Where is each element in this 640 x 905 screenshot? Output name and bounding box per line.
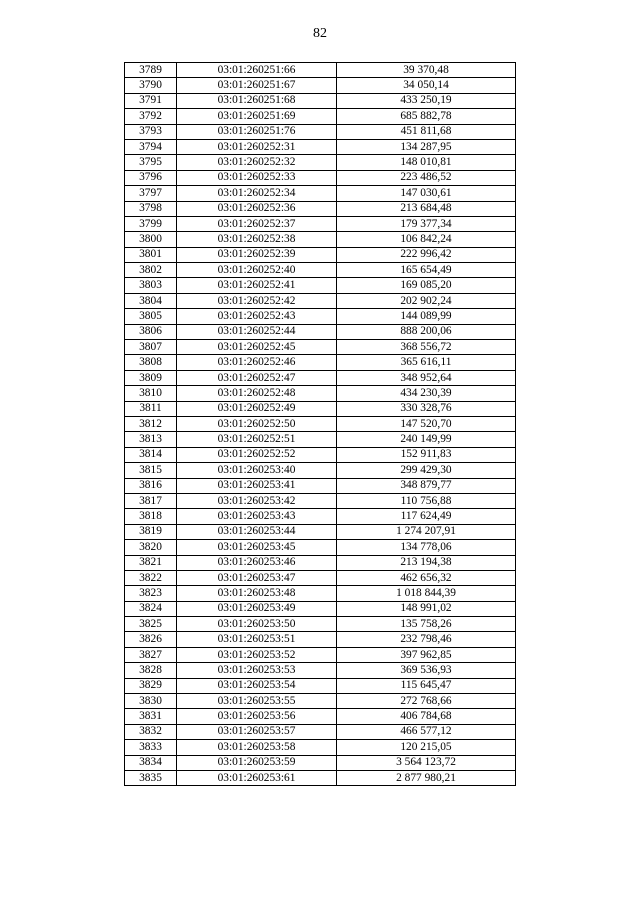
value-cell: 888 200,06 xyxy=(337,324,516,339)
row-number-cell: 3813 xyxy=(125,432,177,447)
table-row xyxy=(125,263,516,278)
table-row xyxy=(125,232,516,247)
value-cell: 179 377,34 xyxy=(337,216,516,231)
value-cell: 434 230,39 xyxy=(337,386,516,401)
cadastral-number-cell: 03:01:260253:48 xyxy=(177,586,337,601)
row-number-cell: 3817 xyxy=(125,493,177,508)
row-number-cell: 3833 xyxy=(125,740,177,755)
row-number-cell: 3807 xyxy=(125,340,177,355)
row-number-cell: 3827 xyxy=(125,647,177,662)
table-row xyxy=(125,694,516,709)
value-cell: 223 486,52 xyxy=(337,170,516,185)
table-row xyxy=(125,509,516,524)
row-number-cell: 3795 xyxy=(125,155,177,170)
cadastral-number-cell: 03:01:260253:44 xyxy=(177,524,337,539)
row-number-cell: 3832 xyxy=(125,724,177,739)
table-row xyxy=(125,109,516,124)
table-row xyxy=(125,340,516,355)
table-row xyxy=(125,170,516,185)
value-cell: 134 778,06 xyxy=(337,540,516,555)
cadastral-number-cell: 03:01:260253:58 xyxy=(177,740,337,755)
table-row xyxy=(125,647,516,662)
table-row xyxy=(125,724,516,739)
value-cell: 115 645,47 xyxy=(337,678,516,693)
value-cell: 2 877 980,21 xyxy=(337,770,516,785)
value-cell: 148 010,81 xyxy=(337,155,516,170)
cadastral-number-cell: 03:01:260253:61 xyxy=(177,770,337,785)
cadastral-number-cell: 03:01:260253:47 xyxy=(177,570,337,585)
table-row xyxy=(125,278,516,293)
table-row xyxy=(125,216,516,231)
table-row xyxy=(125,416,516,431)
cadastral-number-cell: 03:01:260252:45 xyxy=(177,340,337,355)
cadastral-number-cell: 03:01:260253:40 xyxy=(177,463,337,478)
value-cell: 3 564 123,72 xyxy=(337,755,516,770)
cadastral-number-cell: 03:01:260252:34 xyxy=(177,186,337,201)
cadastral-number-cell: 03:01:260251:66 xyxy=(177,63,337,78)
row-number-cell: 3793 xyxy=(125,124,177,139)
value-cell: 39 370,48 xyxy=(337,63,516,78)
row-number-cell: 3811 xyxy=(125,401,177,416)
row-number-cell: 3798 xyxy=(125,201,177,216)
value-cell: 365 616,11 xyxy=(337,355,516,370)
table-row xyxy=(125,570,516,585)
table-row xyxy=(125,617,516,632)
row-number-cell: 3804 xyxy=(125,293,177,308)
value-cell: 165 654,49 xyxy=(337,263,516,278)
cadastral-number-cell: 03:01:260252:49 xyxy=(177,401,337,416)
table-row xyxy=(125,355,516,370)
row-number-cell: 3790 xyxy=(125,78,177,93)
cadastral-number-cell: 03:01:260253:53 xyxy=(177,663,337,678)
row-number-cell: 3818 xyxy=(125,509,177,524)
value-cell: 213 684,48 xyxy=(337,201,516,216)
row-number-cell: 3789 xyxy=(125,63,177,78)
value-cell: 369 536,93 xyxy=(337,663,516,678)
value-cell: 1 274 207,91 xyxy=(337,524,516,539)
row-number-cell: 3820 xyxy=(125,540,177,555)
value-cell: 117 624,49 xyxy=(337,509,516,524)
table-row xyxy=(125,93,516,108)
row-number-cell: 3819 xyxy=(125,524,177,539)
row-number-cell: 3812 xyxy=(125,416,177,431)
row-number-cell: 3803 xyxy=(125,278,177,293)
cadastral-number-cell: 03:01:260252:52 xyxy=(177,447,337,462)
cadastral-number-cell: 03:01:260253:56 xyxy=(177,709,337,724)
value-cell: 106 842,24 xyxy=(337,232,516,247)
value-cell: 348 879,77 xyxy=(337,478,516,493)
row-number-cell: 3830 xyxy=(125,694,177,709)
row-number-cell: 3797 xyxy=(125,186,177,201)
value-cell: 222 996,42 xyxy=(337,247,516,262)
value-cell: 685 882,78 xyxy=(337,109,516,124)
cadastral-number-cell: 03:01:260252:33 xyxy=(177,170,337,185)
row-number-cell: 3814 xyxy=(125,447,177,462)
table-row xyxy=(125,770,516,785)
value-cell: 144 089,99 xyxy=(337,309,516,324)
cadastral-number-cell: 03:01:260253:49 xyxy=(177,601,337,616)
table-row xyxy=(125,524,516,539)
row-number-cell: 3799 xyxy=(125,216,177,231)
row-number-cell: 3815 xyxy=(125,463,177,478)
cadastral-number-cell: 03:01:260251:68 xyxy=(177,93,337,108)
cadastral-value-table xyxy=(124,62,516,786)
value-cell: 147 030,61 xyxy=(337,186,516,201)
value-cell: 120 215,05 xyxy=(337,740,516,755)
cadastral-number-cell: 03:01:260253:50 xyxy=(177,617,337,632)
value-cell: 1 018 844,39 xyxy=(337,586,516,601)
table-row xyxy=(125,386,516,401)
table-row xyxy=(125,155,516,170)
value-cell: 348 952,64 xyxy=(337,370,516,385)
row-number-cell: 3808 xyxy=(125,355,177,370)
table-row xyxy=(125,709,516,724)
value-cell: 213 194,38 xyxy=(337,555,516,570)
row-number-cell: 3824 xyxy=(125,601,177,616)
table-row xyxy=(125,63,516,78)
value-cell: 406 784,68 xyxy=(337,709,516,724)
row-number-cell: 3826 xyxy=(125,632,177,647)
cadastral-number-cell: 03:01:260252:41 xyxy=(177,278,337,293)
table-body xyxy=(125,63,516,786)
cadastral-number-cell: 03:01:260253:57 xyxy=(177,724,337,739)
row-number-cell: 3791 xyxy=(125,93,177,108)
table-row xyxy=(125,78,516,93)
value-cell: 135 758,26 xyxy=(337,617,516,632)
row-number-cell: 3816 xyxy=(125,478,177,493)
value-cell: 272 768,66 xyxy=(337,694,516,709)
cadastral-number-cell: 03:01:260253:54 xyxy=(177,678,337,693)
value-cell: 202 902,24 xyxy=(337,293,516,308)
cadastral-number-cell: 03:01:260252:43 xyxy=(177,309,337,324)
cadastral-number-cell: 03:01:260253:59 xyxy=(177,755,337,770)
cadastral-number-cell: 03:01:260252:48 xyxy=(177,386,337,401)
cadastral-number-cell: 03:01:260251:76 xyxy=(177,124,337,139)
value-cell: 169 085,20 xyxy=(337,278,516,293)
table-row xyxy=(125,447,516,462)
table-row xyxy=(125,370,516,385)
cadastral-number-cell: 03:01:260252:44 xyxy=(177,324,337,339)
cadastral-number-cell: 03:01:260253:41 xyxy=(177,478,337,493)
row-number-cell: 3801 xyxy=(125,247,177,262)
row-number-cell: 3802 xyxy=(125,263,177,278)
cadastral-number-cell: 03:01:260253:45 xyxy=(177,540,337,555)
row-number-cell: 3792 xyxy=(125,109,177,124)
table-row xyxy=(125,201,516,216)
cadastral-number-cell: 03:01:260252:42 xyxy=(177,293,337,308)
row-number-cell: 3829 xyxy=(125,678,177,693)
table-row xyxy=(125,139,516,154)
cadastral-number-cell: 03:01:260253:55 xyxy=(177,694,337,709)
value-cell: 299 429,30 xyxy=(337,463,516,478)
row-number-cell: 3806 xyxy=(125,324,177,339)
row-number-cell: 3828 xyxy=(125,663,177,678)
row-number-cell: 3831 xyxy=(125,709,177,724)
table-row xyxy=(125,186,516,201)
cadastral-number-cell: 03:01:260252:39 xyxy=(177,247,337,262)
value-cell: 134 287,95 xyxy=(337,139,516,154)
table-row xyxy=(125,555,516,570)
table-row xyxy=(125,755,516,770)
row-number-cell: 3823 xyxy=(125,586,177,601)
cadastral-number-cell: 03:01:260252:38 xyxy=(177,232,337,247)
row-number-cell: 3800 xyxy=(125,232,177,247)
table-row xyxy=(125,740,516,755)
value-cell: 433 250,19 xyxy=(337,93,516,108)
cadastral-number-cell: 03:01:260252:40 xyxy=(177,263,337,278)
row-number-cell: 3794 xyxy=(125,139,177,154)
row-number-cell: 3835 xyxy=(125,770,177,785)
table-row xyxy=(125,293,516,308)
value-cell: 110 756,88 xyxy=(337,493,516,508)
cadastral-number-cell: 03:01:260253:51 xyxy=(177,632,337,647)
value-cell: 240 149,99 xyxy=(337,432,516,447)
value-cell: 34 050,14 xyxy=(337,78,516,93)
cadastral-number-cell: 03:01:260252:46 xyxy=(177,355,337,370)
value-cell: 466 577,12 xyxy=(337,724,516,739)
table-row xyxy=(125,601,516,616)
row-number-cell: 3825 xyxy=(125,617,177,632)
cadastral-number-cell: 03:01:260252:50 xyxy=(177,416,337,431)
row-number-cell: 3822 xyxy=(125,570,177,585)
table-row xyxy=(125,632,516,647)
table-row xyxy=(125,586,516,601)
page-number: 82 xyxy=(313,26,327,41)
table-row xyxy=(125,493,516,508)
cadastral-number-cell: 03:01:260252:31 xyxy=(177,139,337,154)
row-number-cell: 3810 xyxy=(125,386,177,401)
row-number-cell: 3834 xyxy=(125,755,177,770)
cadastral-number-cell: 03:01:260252:51 xyxy=(177,432,337,447)
cadastral-number-cell: 03:01:260253:46 xyxy=(177,555,337,570)
row-number-cell: 3796 xyxy=(125,170,177,185)
table-row xyxy=(125,678,516,693)
table-row xyxy=(125,463,516,478)
cadastral-number-cell: 03:01:260253:43 xyxy=(177,509,337,524)
cadastral-number-cell: 03:01:260252:36 xyxy=(177,201,337,216)
value-cell: 148 991,02 xyxy=(337,601,516,616)
table-row xyxy=(125,663,516,678)
cadastral-number-cell: 03:01:260253:42 xyxy=(177,493,337,508)
cadastral-number-cell: 03:01:260252:37 xyxy=(177,216,337,231)
value-cell: 397 962,85 xyxy=(337,647,516,662)
table-row xyxy=(125,432,516,447)
value-cell: 462 656,32 xyxy=(337,570,516,585)
table-row xyxy=(125,247,516,262)
row-number-cell: 3821 xyxy=(125,555,177,570)
table-row xyxy=(125,324,516,339)
table-row xyxy=(125,540,516,555)
cadastral-number-cell: 03:01:260251:69 xyxy=(177,109,337,124)
value-cell: 368 556,72 xyxy=(337,340,516,355)
value-cell: 152 911,83 xyxy=(337,447,516,462)
row-number-cell: 3809 xyxy=(125,370,177,385)
cadastral-number-cell: 03:01:260253:52 xyxy=(177,647,337,662)
value-cell: 232 798,46 xyxy=(337,632,516,647)
table-row xyxy=(125,401,516,416)
value-cell: 451 811,68 xyxy=(337,124,516,139)
row-number-cell: 3805 xyxy=(125,309,177,324)
cadastral-number-cell: 03:01:260252:47 xyxy=(177,370,337,385)
table-row xyxy=(125,124,516,139)
table-row xyxy=(125,309,516,324)
value-cell: 147 520,70 xyxy=(337,416,516,431)
table-row xyxy=(125,478,516,493)
cadastral-number-cell: 03:01:260252:32 xyxy=(177,155,337,170)
cadastral-number-cell: 03:01:260251:67 xyxy=(177,78,337,93)
value-cell: 330 328,76 xyxy=(337,401,516,416)
